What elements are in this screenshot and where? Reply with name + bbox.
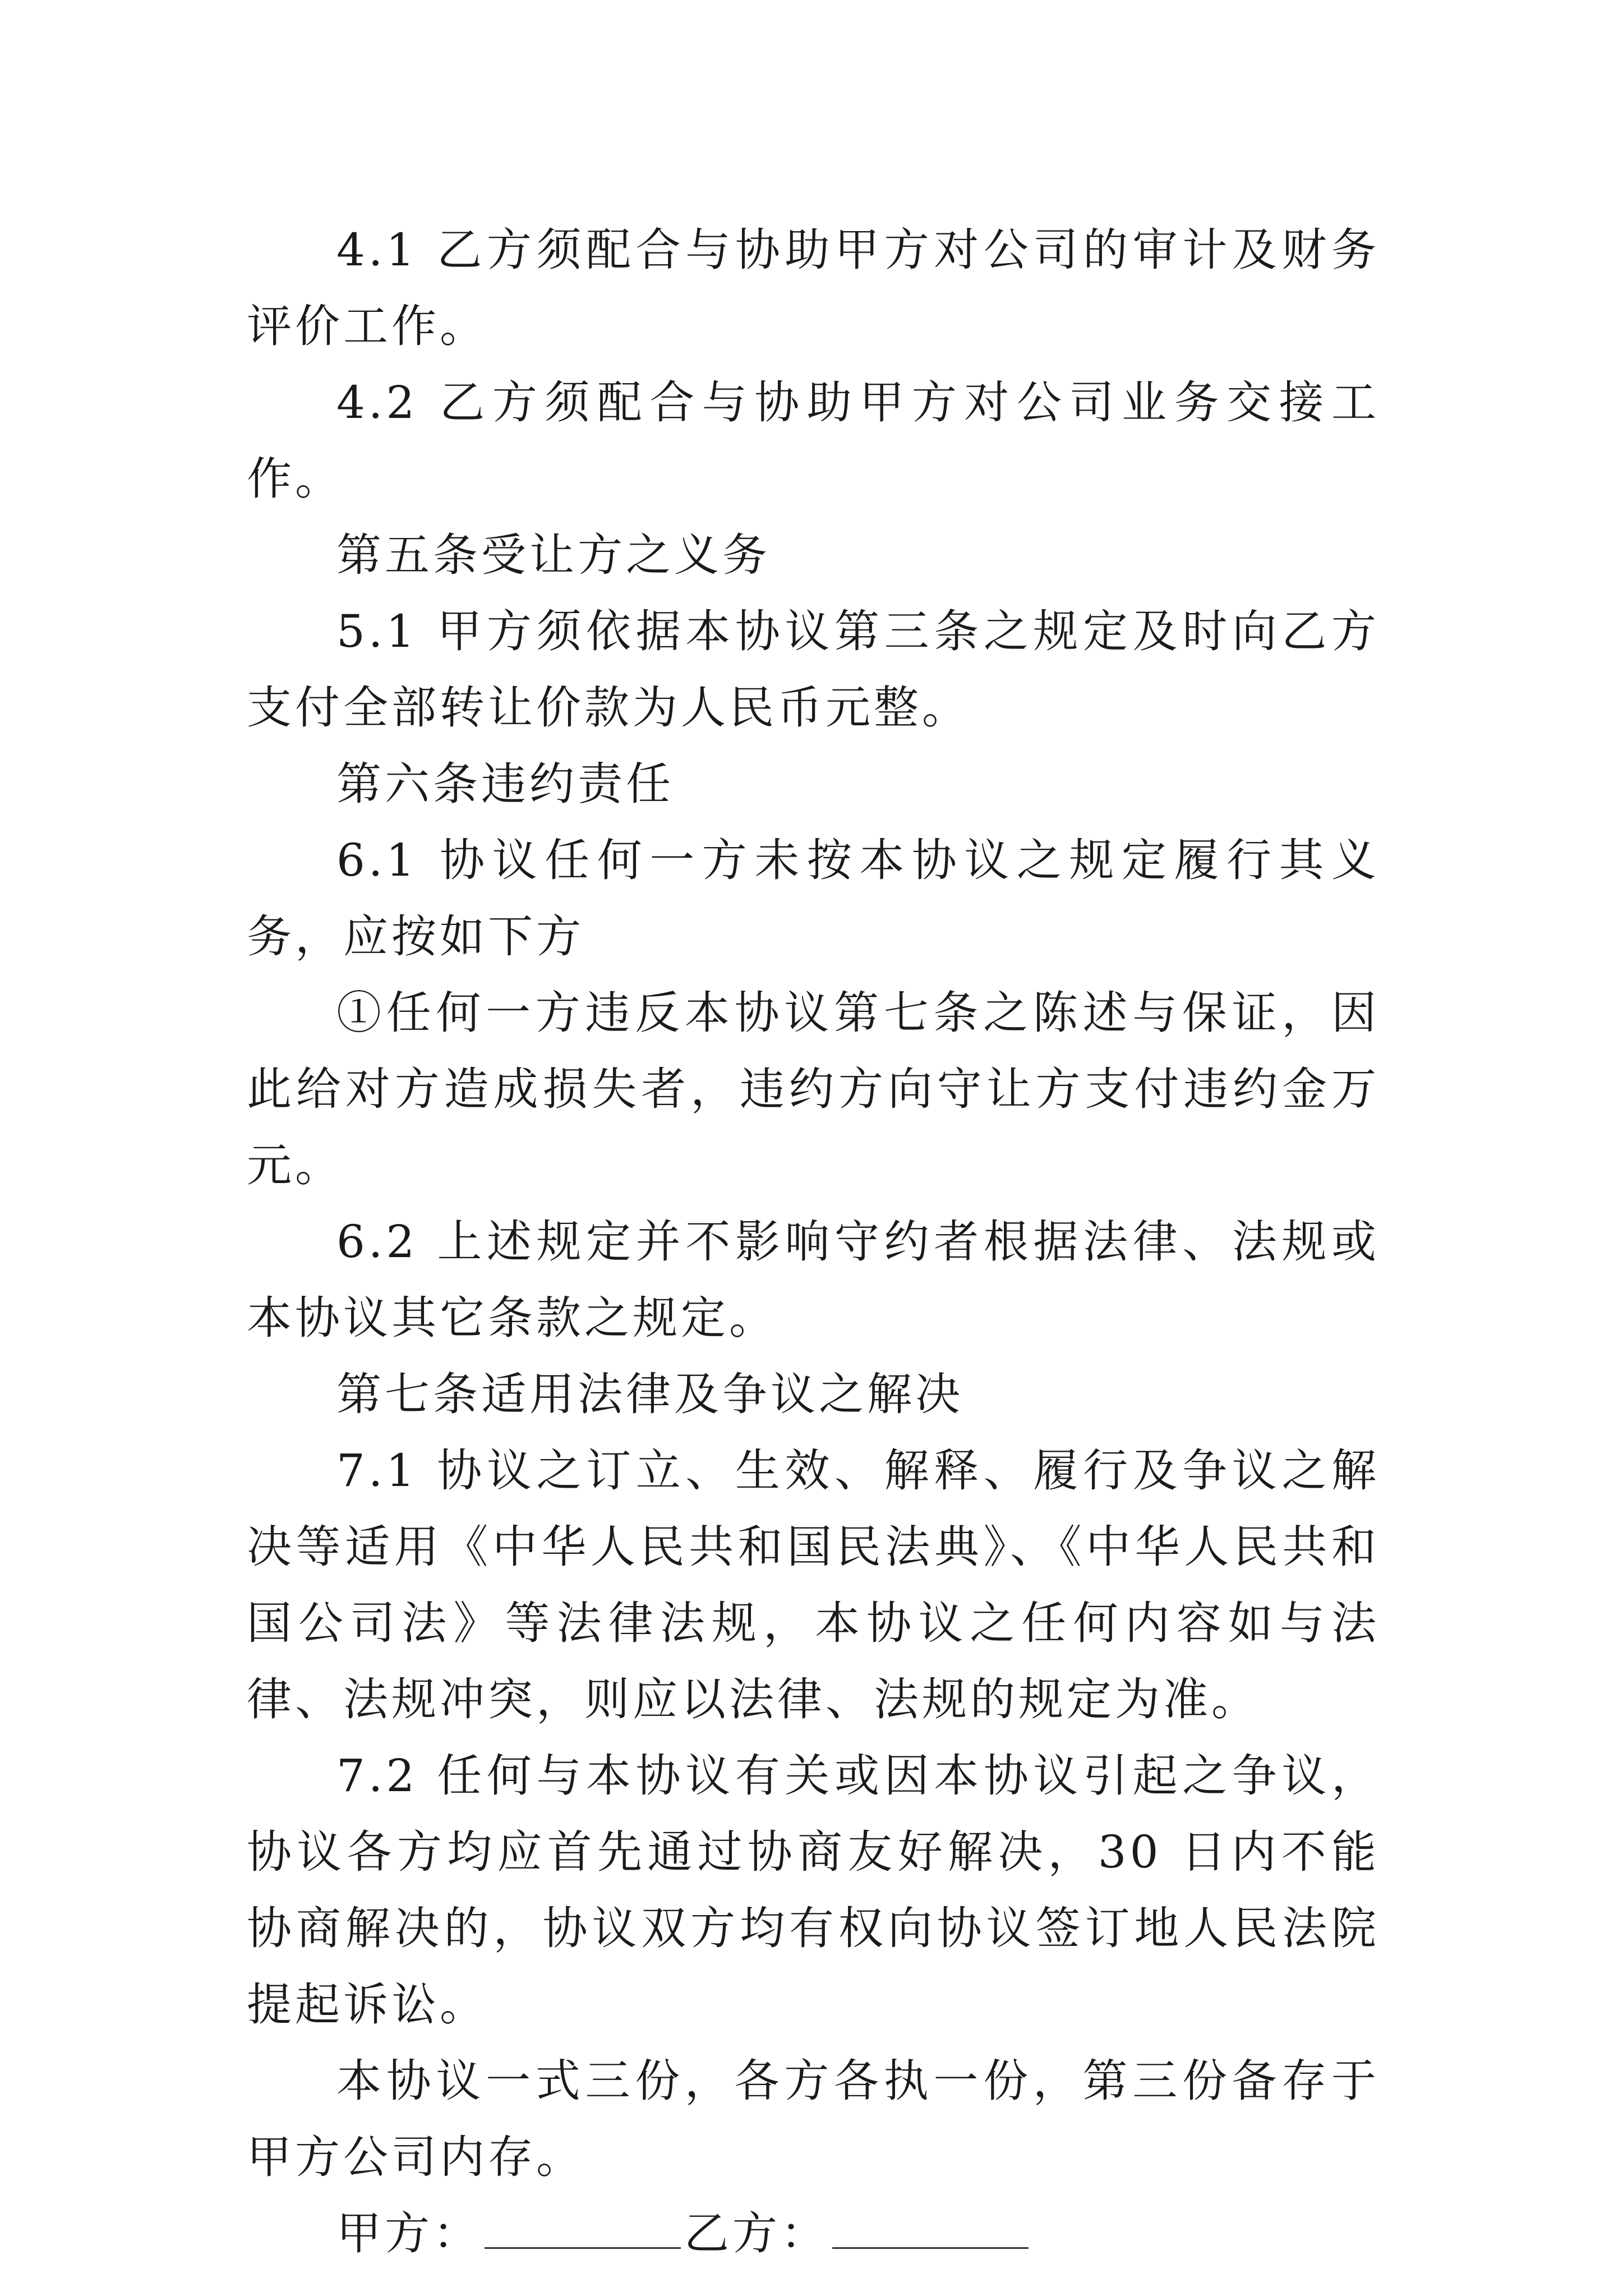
party-a-signature-blank xyxy=(485,2203,681,2249)
clause-6-1: 6.1 协议任何一方未按本协议之规定履行其义务，应按如下方 xyxy=(247,834,1380,963)
party-b-label: 乙方： xyxy=(684,2207,829,2260)
clause-4-2: 4.2 乙方须配合与协助甲方对公司业务交接工作。 xyxy=(247,376,1380,505)
party-a-label: 甲方： xyxy=(336,2207,481,2260)
clause-6-1-item-1: ①任何一方违反本协议第七条之陈述与保证，因此给对方造成损失者，违约方向守让方支付违约金万元。 xyxy=(247,987,1380,1191)
article-6-heading: 第六条违约责任 xyxy=(336,758,674,810)
party-b-signature-blank xyxy=(832,2203,1029,2249)
article-5-heading: 第五条受让方之义务 xyxy=(336,529,771,581)
clause-5-1: 5.1 甲方须依据本协议第三条之规定及时向乙方支付全部转让价款为人民币元整。 xyxy=(247,605,1380,734)
clause-6-2: 6.2 上述规定并不影响守约者根据法律、法规或本协议其它条款之规定。 xyxy=(247,1216,1380,1344)
clause-7-2: 7.2 任何与本协议有关或因本协议引起之争议，协议各方均应首先通过协商友好解决，30 日内不能协商解决的，协议双方均有权向协议签订地人民法院提起诉讼。 xyxy=(247,1750,1380,2031)
clause-7-1: 7.1 协议之订立、生效、解释、履行及争议之解决等适用《中华人民共和国民法典》、《中华人民共和国公司法》等法律法规，本协议之任何内容如与法律、法规冲突，则应以法律、法规的规定为准。 xyxy=(247,1444,1380,1726)
article-7-heading: 第七条适用法律及争议之解决 xyxy=(336,1368,963,1420)
document-body xyxy=(247,212,1380,2272)
signature-line xyxy=(247,2196,1380,2272)
copies-clause: 本协议一式三份，各方各执一份，第三份备存于甲方公司内存。 xyxy=(247,2055,1380,2183)
clause-4-1: 4.1 乙方须配合与协助甲方对公司的审计及财务评价工作。 xyxy=(247,224,1380,352)
